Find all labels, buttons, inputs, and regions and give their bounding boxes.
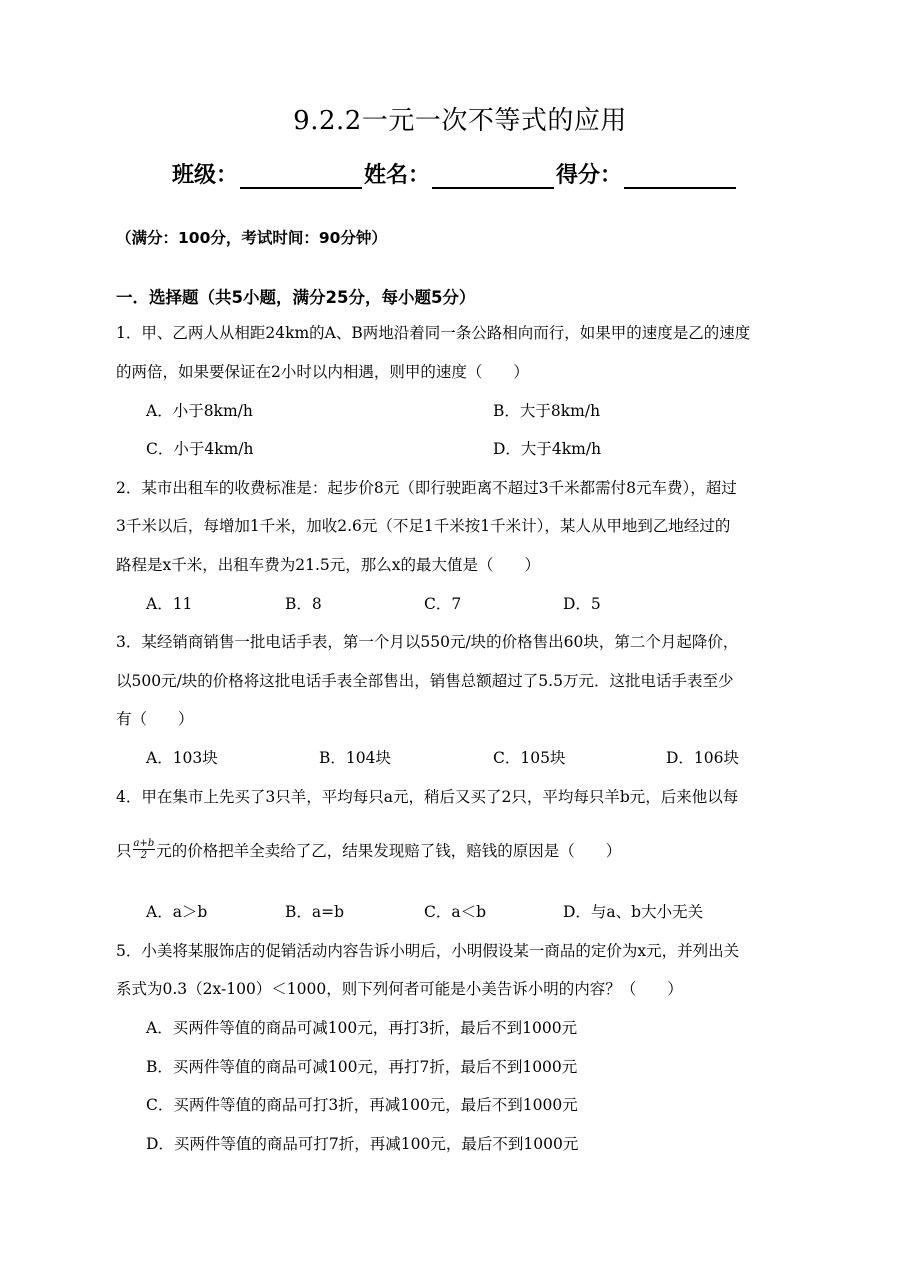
q2-line-1: 2．某市出租车的收费标准是：起步价8元（即行驶距离不超过3千米都需付8元车费），超过 — [116, 479, 737, 497]
q4-line-2 — [116, 838, 621, 861]
q2-option-a: A．11 — [146, 595, 193, 613]
q2-line-3: 路程是x千米，出租车费为21.5元，那么x的最大值是（ ） — [116, 556, 540, 574]
name-blank — [432, 163, 554, 189]
q1-option-a: A．小于8km/h — [146, 402, 253, 420]
q1-line-1: 1．甲、乙两人从相距24km的A、B两地沿着同一条公路相向而行，如果甲的速度是乙的速度 — [116, 324, 751, 342]
q1-option-d: D．大于4km/h — [493, 440, 602, 458]
student-info-row — [172, 158, 738, 189]
q5-option-a: A．买两件等值的商品可减100元，再打3折，最后不到1000元 — [146, 1019, 578, 1037]
section-heading: 一．选择题（共5小题，满分25分，每小题5分） — [116, 288, 476, 307]
q3-line-2: 以500元/块的价格将这批电话手表全部售出，销售总额超过了5.5万元．这批电话手表至少 — [116, 672, 734, 690]
score-blank — [624, 163, 736, 189]
q1-line-2: 的两倍，如果要保证在2小时以内相遇，则甲的速度（ ） — [116, 363, 529, 381]
q5-option-b: B．买两件等值的商品可减100元，再打7折，最后不到1000元 — [146, 1058, 578, 1076]
q4-line-2-prefix: 只 — [116, 841, 132, 860]
q1-option-b: B．大于8km/h — [493, 402, 601, 420]
q5-option-d: D．买两件等值的商品可打7折，再减100元，最后不到1000元 — [146, 1135, 579, 1153]
class-label: 班级： — [172, 163, 239, 188]
q2-option-b: B．8 — [285, 595, 322, 613]
q3-option-a: A．103块 — [146, 749, 218, 767]
exam-meta: （满分：100分，考试时间：90分钟） — [116, 229, 387, 247]
fraction-denominator: 2 — [140, 850, 148, 861]
q4-option-b: B．a=b — [285, 903, 345, 921]
q4-option-a: A．a＞b — [146, 903, 208, 921]
fraction-numerator: a+b — [133, 838, 155, 849]
q1-option-c: C．小于4km/h — [146, 440, 254, 458]
q3-line-1: 3．某经销商销售一批电话手表，第一个月以550元/块的价格售出60块，第二个月起降价， — [116, 633, 739, 651]
q3-option-d: D．106块 — [666, 749, 740, 767]
q3-line-3: 有（ ） — [116, 710, 194, 728]
page-title: 9.2.2一元一次不等式的应用 — [293, 106, 627, 136]
q2-line-2: 3千米以后，每增加1千米，加收2.6元（不足1千米按1千米计），某人从甲地到乙地经过的 — [116, 517, 731, 535]
q4-line-1: 4．甲在集市上先买了3只羊，平均每只a元，稍后又买了2只，平均每只羊b元，后来他以每 — [116, 788, 739, 806]
score-label: 得分： — [556, 163, 623, 188]
q2-option-d: D．5 — [563, 595, 601, 613]
q5-option-c: C．买两件等值的商品可打3折，再减100元，最后不到1000元 — [146, 1096, 578, 1114]
q3-option-c: C．105块 — [493, 749, 566, 767]
name-label: 姓名： — [364, 163, 431, 188]
q4-option-c: C．a＜b — [424, 903, 487, 921]
q2-option-c: C．7 — [424, 595, 462, 613]
q4-line-2-suffix: 元的价格把羊全卖给了乙，结果发现赔了钱，赔钱的原因是（ ） — [156, 841, 622, 860]
fraction-a-plus-b-over-2 — [133, 838, 156, 861]
q5-line-1: 5．小美将某服饰店的促销活动内容告诉小明后，小明假设某一商品的定价为x元，并列出关 — [116, 942, 740, 960]
q5-line-2: 系式为0.3（2x-100）＜1000，则下列何者可能是小美告诉小明的内容？（ ） — [116, 980, 683, 998]
q3-option-b: B．104块 — [319, 749, 391, 767]
q4-option-d: D．与a、b大小无关 — [563, 903, 704, 921]
class-blank — [240, 163, 362, 189]
